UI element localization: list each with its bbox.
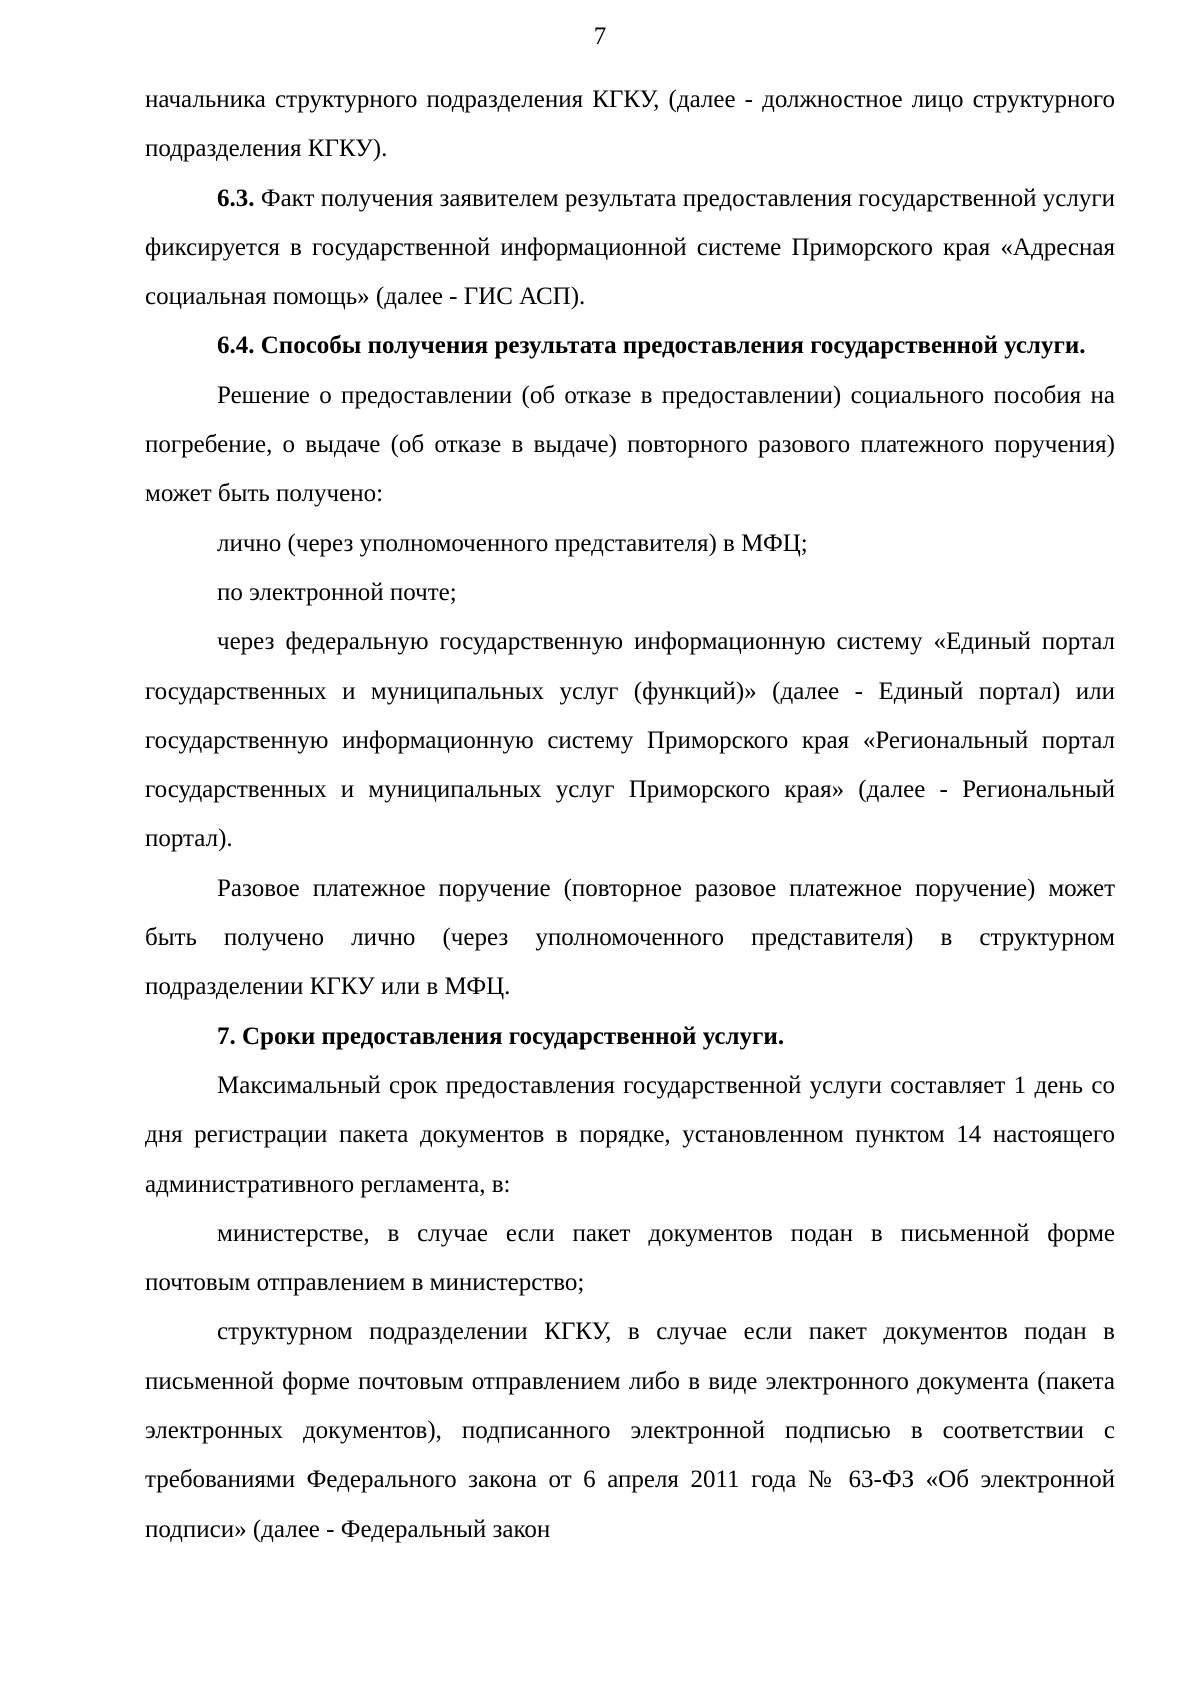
heading-7: 7. Сроки предоставления государственной услуги. [217, 1022, 785, 1050]
page-number: 7 [593, 23, 607, 50]
heading-6-4: 6.4. Способы получения результата предоставления государственной услуги. [217, 332, 1086, 360]
list-item-in-person: лично (через уполномоченного представителя) в МФЦ; [217, 529, 808, 557]
paragraph-continuation: начальника структурного подразделения КГКУ, (далее - должностное лицо структурного подразделения КГКУ). [145, 86, 1115, 163]
list-item-structural-unit: структурном подразделении КГКУ, в случае если пакет документов подан в письменной форме почтовым отправлением либо в виде электронного документа (пакета электронных документов), подписанного электронной подписью в соответствии с требованиями Федерального закона от 6 апреля 2011 года № 63-ФЗ «Об электронной подписи» (далее - Федеральный закон [145, 1318, 1115, 1543]
paragraph-decision: Решение о предоставлении (об отказе в предоставлении) социального пособия на погребение, о выдаче (об отказе в выдаче) повторного разового платежного поручения) может быть получено: [145, 381, 1115, 508]
document-body [145, 75, 1115, 1554]
list-item-ministry: министерстве, в случае если пакет документов подан в письменной форме почтовым отправлением в министерство; [145, 1219, 1115, 1297]
paragraph-6-3-text: Факт получения заявителем результата предоставления государственной услуги фиксируется в государственной информационной системе Приморского края «Адресная социальная помощь» (далее - ГИС АСП). [145, 184, 1115, 311]
paragraph-max-term: Максимальный срок предоставления государственной услуги составляет 1 день со дня регистрации пакета документов в порядке, установленном пунктом 14 настоящего административного регламента, в: [145, 1071, 1115, 1198]
list-item-email: по электронной почте; [217, 578, 457, 606]
section-number-6-3: 6.3. [217, 184, 255, 212]
paragraph-payment-order: Разовое платежное поручение (повторное разовое платежное поручение) может быть получено лично (через уполномоченного представителя) в структурном подразделении КГКУ или в МФЦ. [145, 874, 1115, 1001]
paragraph-6-3 [145, 174, 1115, 322]
list-item-portal: через федеральную государственную информационную систему «Единый портал государственных и муниципальных услуг (функций)» (далее - Единый портал) или государственную информационную систему Приморского края «Региональный портал государственных и муниципальных услуг Приморского края» (далее - Региональный портал). [145, 628, 1115, 853]
